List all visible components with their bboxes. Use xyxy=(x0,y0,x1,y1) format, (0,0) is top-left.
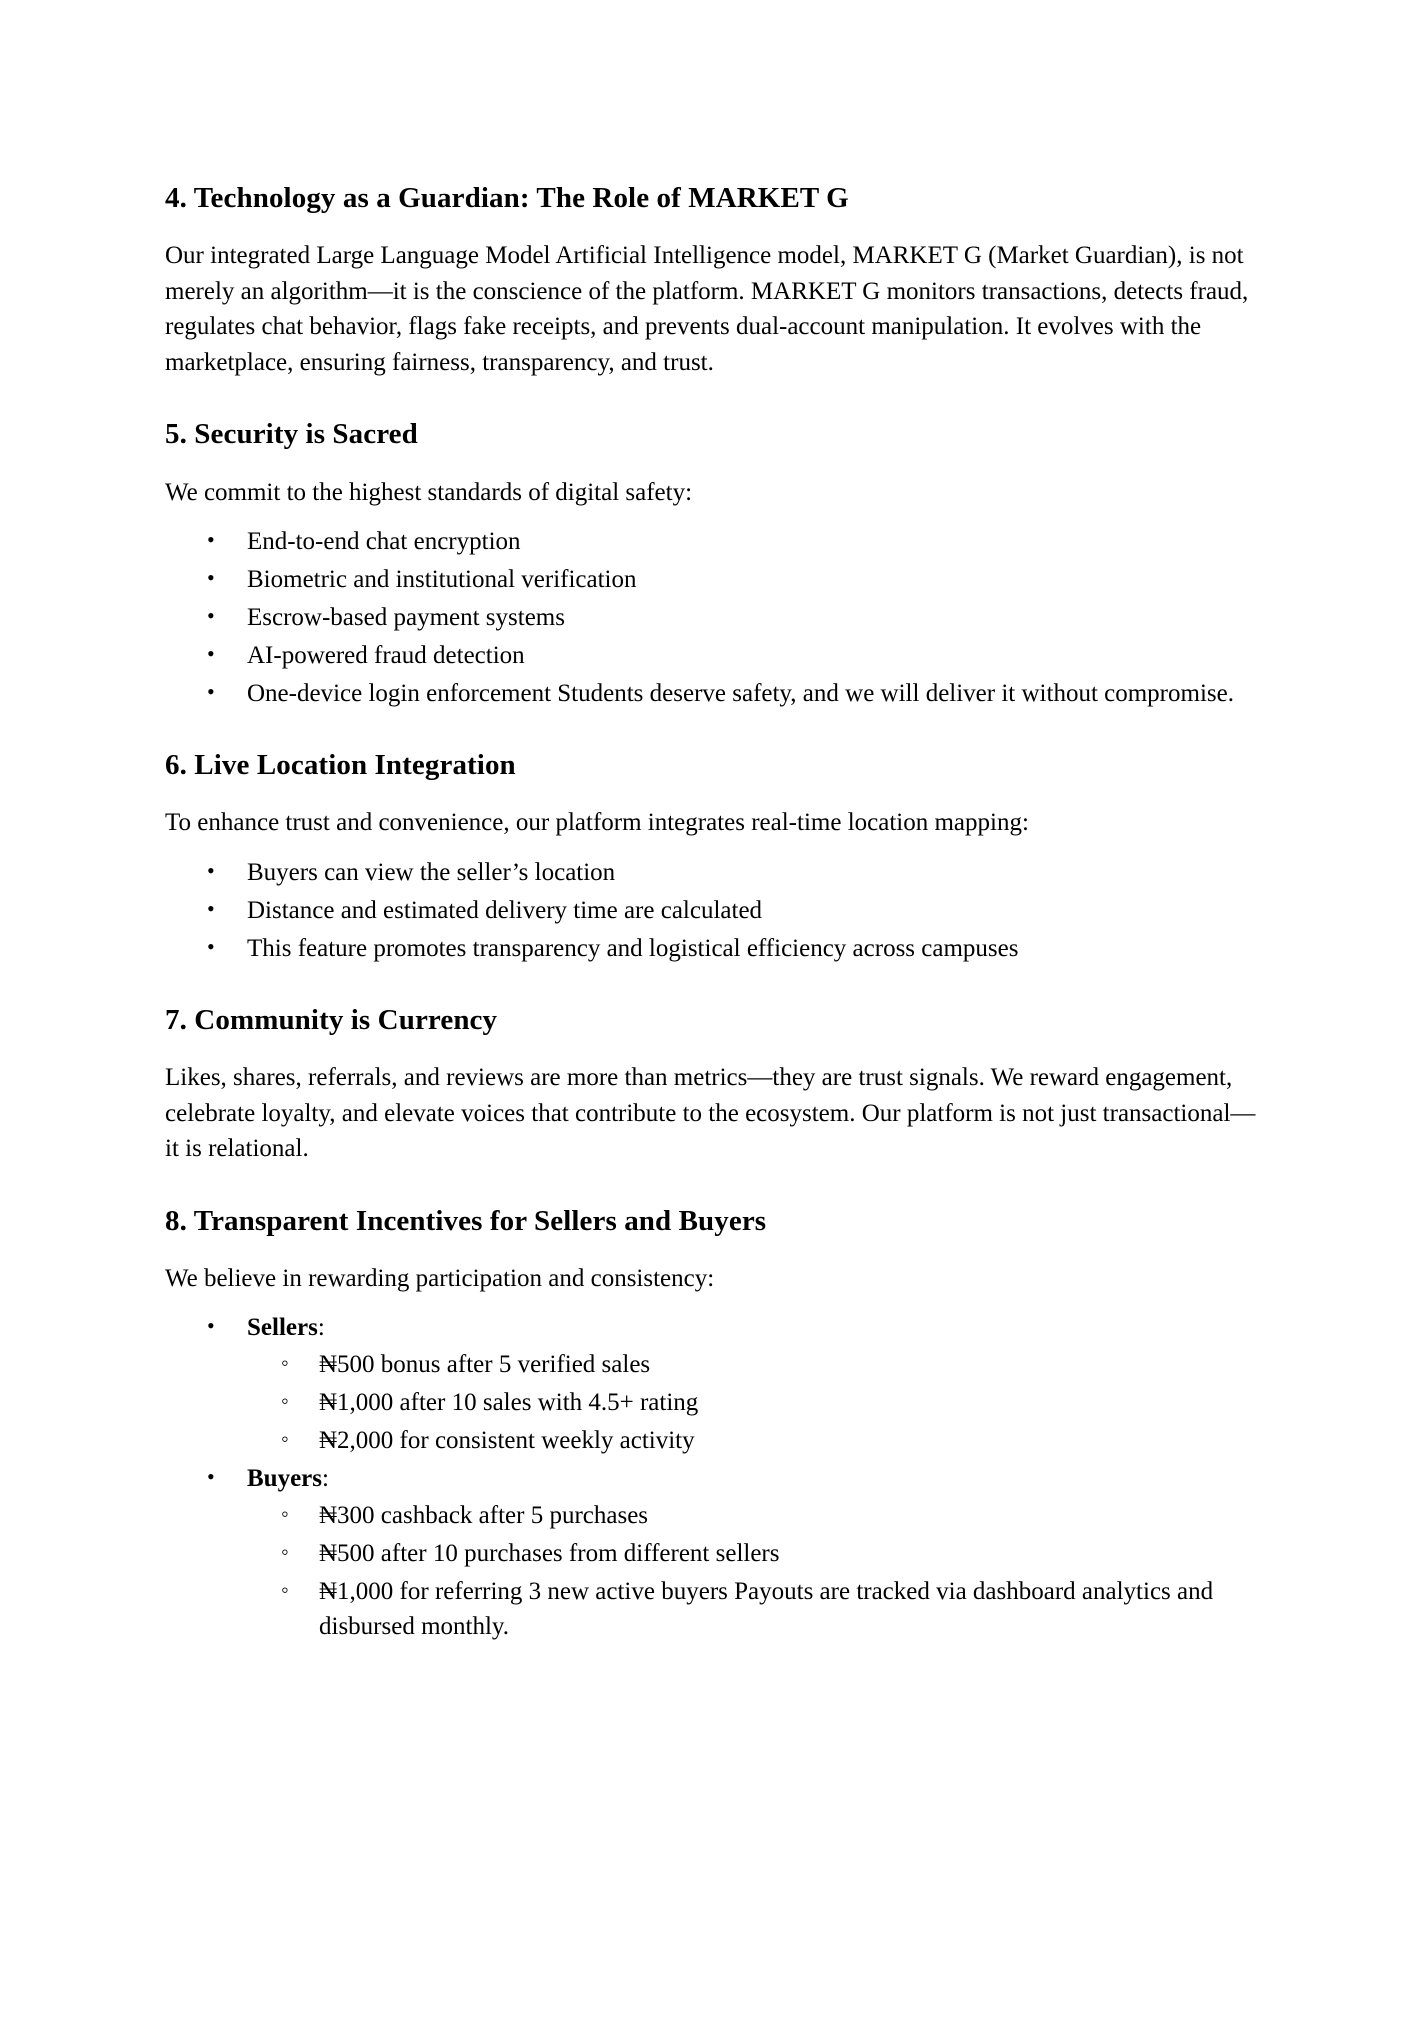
section-7 xyxy=(165,1002,1268,1167)
list-item: • End-to-end chat encryption xyxy=(247,524,1268,559)
section-paragraph: To enhance trust and convenience, our platform integrates real-time location mapping: xyxy=(165,809,1029,837)
list-item: ◦ ₦300 cashback after 5 purchases xyxy=(319,1498,1268,1533)
section-5 xyxy=(165,416,1268,711)
list-item: • AI-powered fraud detection xyxy=(247,638,1268,673)
section-heading: 6. Live Location Integration xyxy=(165,749,516,781)
sub-bullet-list xyxy=(247,1498,1268,1644)
list-item: ◦ ₦2,000 for consistent weekly activity xyxy=(319,1423,1268,1458)
bullet-list xyxy=(165,524,1268,711)
section-6 xyxy=(165,747,1268,966)
list-item: • Distance and estimated delivery time are calculated xyxy=(247,893,1268,928)
section-heading: 7. Community is Currency xyxy=(165,1003,498,1036)
list-item xyxy=(247,1310,1268,1458)
section-4 xyxy=(165,180,1268,380)
list-item: ◦ ₦500 bonus after 5 verified sales xyxy=(319,1347,1268,1382)
list-item: • One-device login enforcement Students deserve safety, and we will deliver it without compromise. xyxy=(247,676,1268,711)
group-label-suffix: : xyxy=(322,1465,329,1493)
section-paragraph: Likes, shares, referrals, and reviews are more than metrics—they are trust signals. We reward engagement, celebrate loyalty, and elevate voices that contribute to the ecosystem. Our platform is not just transactional—it is relational. xyxy=(165,1064,1256,1162)
section-paragraph: We commit to the highest standards of digital safety: xyxy=(165,478,693,506)
section-paragraph: Our integrated Large Language Model Artificial Intelligence model, MARKET G (Market Guardian), is not merely an algorithm—it is the conscience of the platform. MARKET G monitors transactions, detects fraud, regulates chat behavior, flags fake receipts, and prevents dual-account manipulation. It evolves with the marketplace, ensuring fairness, transparency, and trust. xyxy=(165,242,1249,376)
section-heading: 4. Technology as a Guardian: The Role of MARKET G xyxy=(165,182,849,214)
list-item: • Biometric and institutional verification xyxy=(247,562,1268,597)
section-paragraph: We believe in rewarding participation and consistency: xyxy=(165,1264,715,1292)
section-heading: 5. Security is Sacred xyxy=(165,418,418,451)
group-label: Sellers xyxy=(247,1314,318,1342)
incentives-list xyxy=(165,1310,1268,1644)
section-heading: 8. Transparent Incentives for Sellers and Buyers xyxy=(165,1204,767,1237)
list-item: • Buyers can view the seller’s location xyxy=(247,855,1268,890)
sub-bullet-list xyxy=(247,1347,1268,1458)
list-item xyxy=(247,1461,1268,1644)
list-item: ◦ ₦1,000 after 10 sales with 4.5+ rating xyxy=(319,1385,1268,1420)
list-item: ◦ ₦500 after 10 purchases from different sellers xyxy=(319,1536,1268,1571)
list-item: ◦ ₦1,000 for referring 3 new active buyers Payouts are tracked via dashboard analytics and disbursed monthly. xyxy=(319,1574,1268,1644)
bullet-list xyxy=(165,855,1268,966)
list-item: • This feature promotes transparency and logistical efficiency across campuses xyxy=(247,931,1268,966)
group-label-suffix: : xyxy=(317,1314,325,1342)
list-item: • Escrow-based payment systems xyxy=(247,600,1268,635)
group-label: Buyers xyxy=(247,1465,322,1493)
section-8 xyxy=(165,1203,1268,1645)
